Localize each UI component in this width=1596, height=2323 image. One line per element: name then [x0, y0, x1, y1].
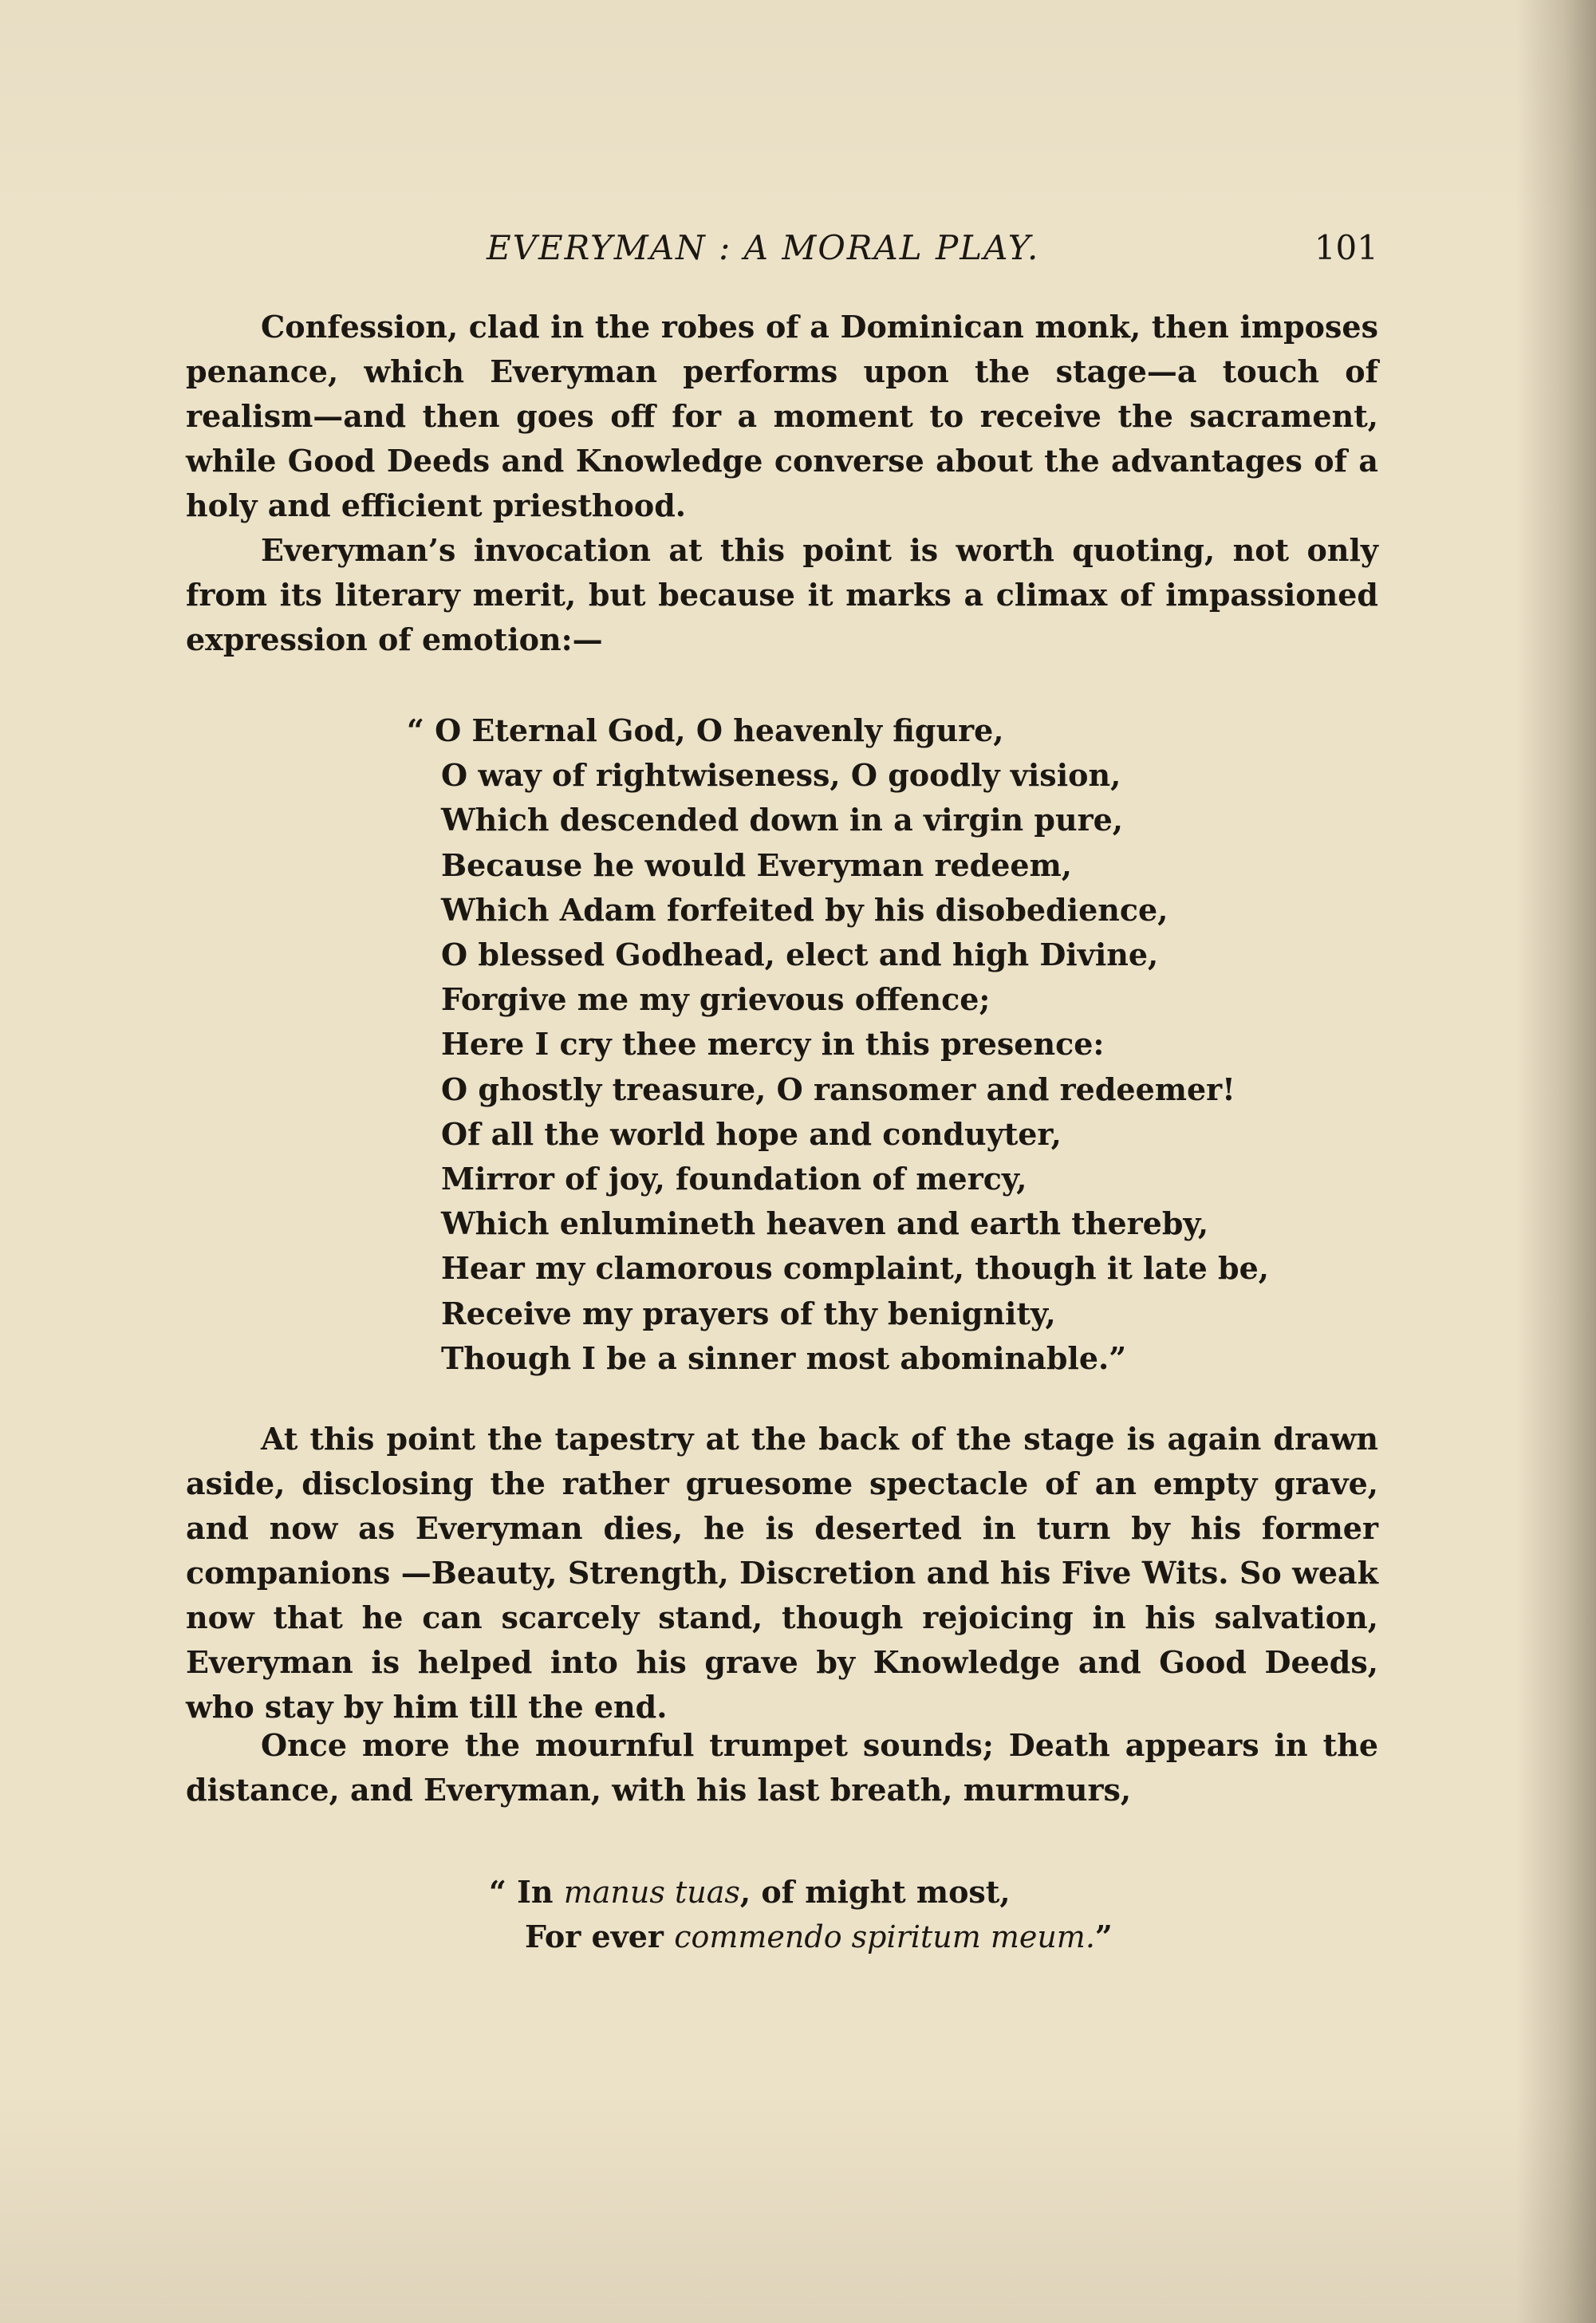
invocation-poem: [407, 708, 1269, 1381]
poem-line: O way of rightwiseness, O goodly vision,: [441, 757, 1121, 794]
poem-line: Though I be a sinner most abominable.”: [441, 1339, 1127, 1376]
poem-line: Receive my prayers of thy benignity,: [441, 1295, 1056, 1331]
poem-line: “ O Eternal God, O heavenly figure,: [407, 712, 1004, 748]
paragraph-confession: [186, 305, 1378, 528]
paragraph-text: Everyman’s invocation at this point is worth quoting, not only from its literary merit, but because it marks a climax of impassioned expression of emotion:—: [186, 532, 1378, 657]
page-number: 101: [1314, 228, 1378, 267]
poem-line: O ghostly treasure, O ransomer and redeemer!: [441, 1071, 1235, 1107]
paragraph-text: Confession, clad in the robes of a Dominican monk, then imposes penance, which Everyman performs upon the stage—a touch of realism—and then goes off for a moment to receive the sacrament, while Good Deeds and Knowledge converse about the advantages of a holy and efficient priesthood.: [186, 309, 1378, 523]
paragraph-invocation-intro: [186, 528, 1378, 662]
paragraph-trumpet: [186, 1723, 1378, 1812]
poem-line: Mirror of joy, foundation of mercy,: [441, 1161, 1027, 1197]
page-header: [186, 228, 1378, 276]
poem-line: Forgive me my grievous offence;: [441, 981, 991, 1018]
latin-quotation: [489, 1870, 1113, 1959]
poem-line: Which Adam forfeited by his disobedience,: [441, 891, 1168, 928]
paragraph-tapestry: [186, 1417, 1378, 1729]
poem-line: Of all the world hope and conduyter,: [441, 1115, 1062, 1152]
poem-line: Here I cry thee mercy in this presence:: [441, 1026, 1105, 1063]
latin-italic-text: manus tuas: [563, 1875, 740, 1910]
paragraph-text: At this point the tapestry at the back of the stage is again drawn aside, disclosing the rather gruesome spectacle of an empty grave, and now as Everyman dies, he is deserted in turn by his former companions —Beauty, Strength, Discretion and his Five Wits. So weak now that he can scarcely stand, though rejoicing in his salvation, Everyman is helped into his grave by Knowledge and Good Deeds, who stay by him till the end.: [186, 1421, 1378, 1725]
latin-text: , of might most,: [739, 1874, 1011, 1910]
latin-line-2: [489, 1915, 1113, 1959]
running-title: EVERYMAN : A MORAL PLAY.: [487, 228, 1040, 267]
paragraph-text: Once more the mournful trumpet sounds; Death appears in the distance, and Everyman, with his last breath, murmurs,: [186, 1727, 1378, 1808]
latin-text: “ In: [489, 1874, 564, 1910]
latin-italic-text: commendo spiritum meum.: [674, 1919, 1095, 1954]
latin-text: ”: [1094, 1919, 1113, 1954]
poem-line: Because he would Everyman redeem,: [441, 846, 1073, 883]
poem-line: O blessed Godhead, elect and high Divine,: [441, 937, 1159, 973]
poem-line: Which enlumineth heaven and earth thereby,: [441, 1205, 1209, 1242]
latin-text: For ever: [525, 1919, 675, 1954]
latin-line-1: [489, 1870, 1113, 1915]
poem-line: Hear my clamorous complaint, though it late be,: [441, 1250, 1270, 1287]
poem-line: Which descended down in a virgin pure,: [441, 802, 1124, 838]
